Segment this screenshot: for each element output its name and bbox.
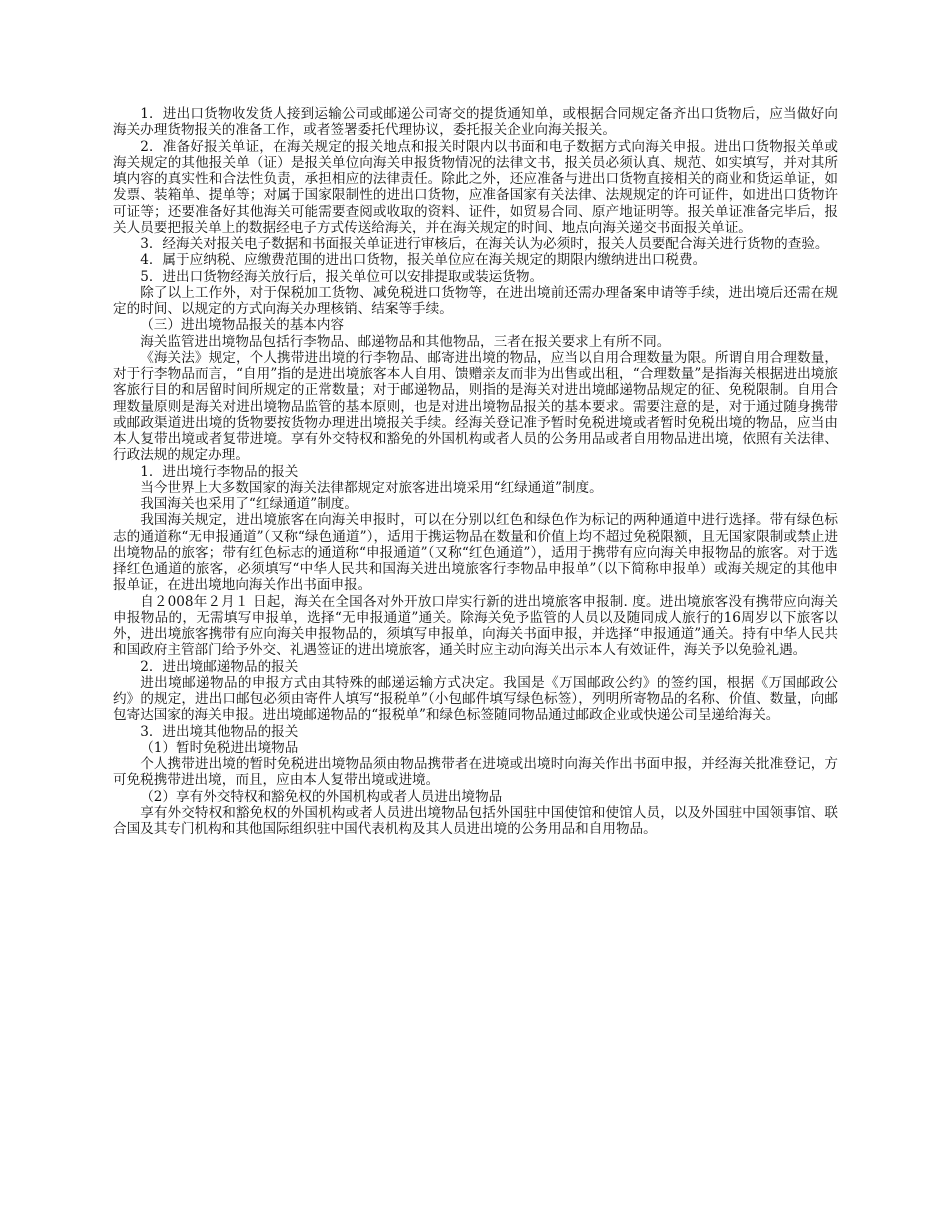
paragraph-4: 4．属于应纳税、应缴费范围的进出口货物，报关单位应在海关规定的期限内缴纳进出口税费。 (140, 252, 707, 269)
paragraph-5: 5．进出口货物经海关放行后，报关单位可以安排提取或装运货物。 (140, 268, 544, 285)
subheading-3-1: （1）暂时免税进出境物品 (140, 739, 299, 756)
paragraph-21: 享有外交特权和豁免权的外国机构或者人员进出境物品包括外国驻中国使馆和使馆人员，以及外国驻中国领事馆、联合国及其专门机构和其他国际组织驻中国代表机构及其人员进出境的公务用品和自用物品。 (113, 804, 838, 837)
paragraph-8: 海关监管进出境物品包括行李物品、邮递物品和其他物品，三者在报关要求上有所不同。 (140, 333, 671, 350)
paragraph-1: 1．进出口货物收发货人接到运输公司或邮递公司寄交的提货通知单，或根据合同规定备齐出口货物后，应当做好向海关办理货物报关的准备工作，或者签署委托代理协议，委托报关企业向海关报关。 (113, 106, 838, 139)
paragraph-16: 进出境邮递物品的申报方式由其特殊的邮递运输方式决定。我国是《万国邮政公约》的签约国，根据《万国邮政公约》的规定，进出口邮包必须由寄件人填写“报税单”（小包邮件填写绿色标签），列明所寄物品的名称、价值、数量，向邮包寄达国家的海关申报。进出境邮递物品的“报税单”和绿色标签随同物品通过邮政企业或快递公司呈递给海关。 (113, 674, 838, 724)
paragraph-6: 除了以上工作外，对于保税加工货物、减免税进口货物等，在进出境前还需办理备案申请等手续，进出境后还需在规定的时间、以规定的方式向海关办理核销、结案等手续。 (113, 284, 838, 317)
paragraph-13: 我国海关规定，进出境旅客在向海关申报时，可以在分别以红色和绿色作为标记的两种通道中进行选择。带有绿色标志的通道称“无申报通道”（又称“绿色通道”），适用于携运物品在数量和价值上均不超过免税限额，且无国家限制或禁止进出境物品的旅客；带有红色标志的通道称“申报通道”（又称“红色通道”），适用于携带有应向海关申报物品的旅客。对于选择红色通道的旅客，必须填写“中华人民共和国海关进出境旅客行李物品申报单”（以下简称申报单）或海关规定的其他申报单证，在进出境地向海关作出书面申报。 (113, 512, 838, 594)
paragraph-11: 当今世界上大多数国家的海关法律都规定对旅客进出境采用“红绿通道”制度。 (140, 479, 603, 496)
subheading-2: 2．进出境邮递物品的报关 (140, 658, 299, 675)
subheading-3: 3．进出境其他物品的报关 (140, 723, 299, 740)
paragraph-12: 我国海关也采用了“红绿通道”制度。 (140, 496, 358, 512)
paragraph-2: 2．准备好报关单证，在海关规定的报关地点和报关时限内以书面和电子数据方式向海关申报。进出口货物报关单或海关规定的其他报关单（证）是报关单位向海关申报货物情况的法律文书，报关员必须认真、规范、如实填写，并对其所填内容的真实性和合法性负责，承担相应的法律责任。除此之外，还应准备与进出口货物直接相关的商业和货运单证，如发票、装箱单、提单等；对属于国家限制性的进出口货物，应准备国家有关法律、法规规定的许可证件，如进出口货物许可证等；还要准备好其他海关可能需要查阅或收取的资料、证件，如贸易合同、原产地证明等。报关单证准备完毕后，报关人员要把报关单上的数据经电子方式传送给海关，并在海关规定的时间、地点向海关递交书面报关单证。 (113, 138, 838, 236)
subheading-3-2: （2）享有外交特权和豁免权的外国机构或者人员进出境物品 (140, 788, 503, 805)
section-heading: （三）进出境物品报关的基本内容 (140, 317, 345, 334)
paragraph-3: 3．经海关对报关电子数据和书面报关单证进行审核后，在海关认为必须时，报关人员要配合海关进行货物的查验。 (140, 236, 829, 252)
paragraph-14: 自２008年２月１ 日起，海关在全国各对外开放口岸实行新的进出境旅客申报制. 度。进出境旅客没有携带应向海关申报物品的，无需填写申报单，选择“无申报通道”通关。除海关免予监管的人员以及随同成人旅行的16周岁以下旅客以外，进出境旅客携带有应向海关申报物品的，须填写申报单，向海关书面申报，并选择“申报通道”通关。持有中华人民共和国政府主管部门给予外交、礼遇签证的进出境旅客，通关时应主动向海关出示本人有效证件，海关予以免验礼遇。 (113, 593, 838, 659)
paragraph-19: 个人携带进出境的暂时免税进出境物品须由物品携带者在进境或出境时向海关作出书面申报，并经海关批准登记，方可免税携带进出境，而且，应由本人复带出境或进境。 (113, 756, 838, 789)
paragraph-9: 《海关法》规定，个人携带进出境的行李物品、邮寄进出境的物品，应当以自用合理数量为限。所谓自用合理数量，对于行李物品而言，“自用”指的是进出境旅客本人自用、馈赠亲友而非为出售或出租，“合理数量”是指海关根据进出境旅客旅行目的和居留时间所规定的正常数量；对于邮递物品，则指的是海关对进出境邮递物品规定的征、免税限制。自用合理数量原则是海关对进出境物品监管的基本原则，也是对进出境物品报关的基本要求。需要注意的是，对于通过随身携带或邮政渠道进出境的货物要按货物办理进出境报关手续。经海关登记准予暂时免税进境或者暂时免税出境的物品，应当由本人复带出境或者复带进境。享有外交特权和豁免的外国机构或者人员的公务用品或者自用物品进出境，依照有关法律、行政法规的规定办理。 (113, 349, 838, 464)
subheading-1: 1．进出境行李物品的报关 (140, 463, 299, 480)
